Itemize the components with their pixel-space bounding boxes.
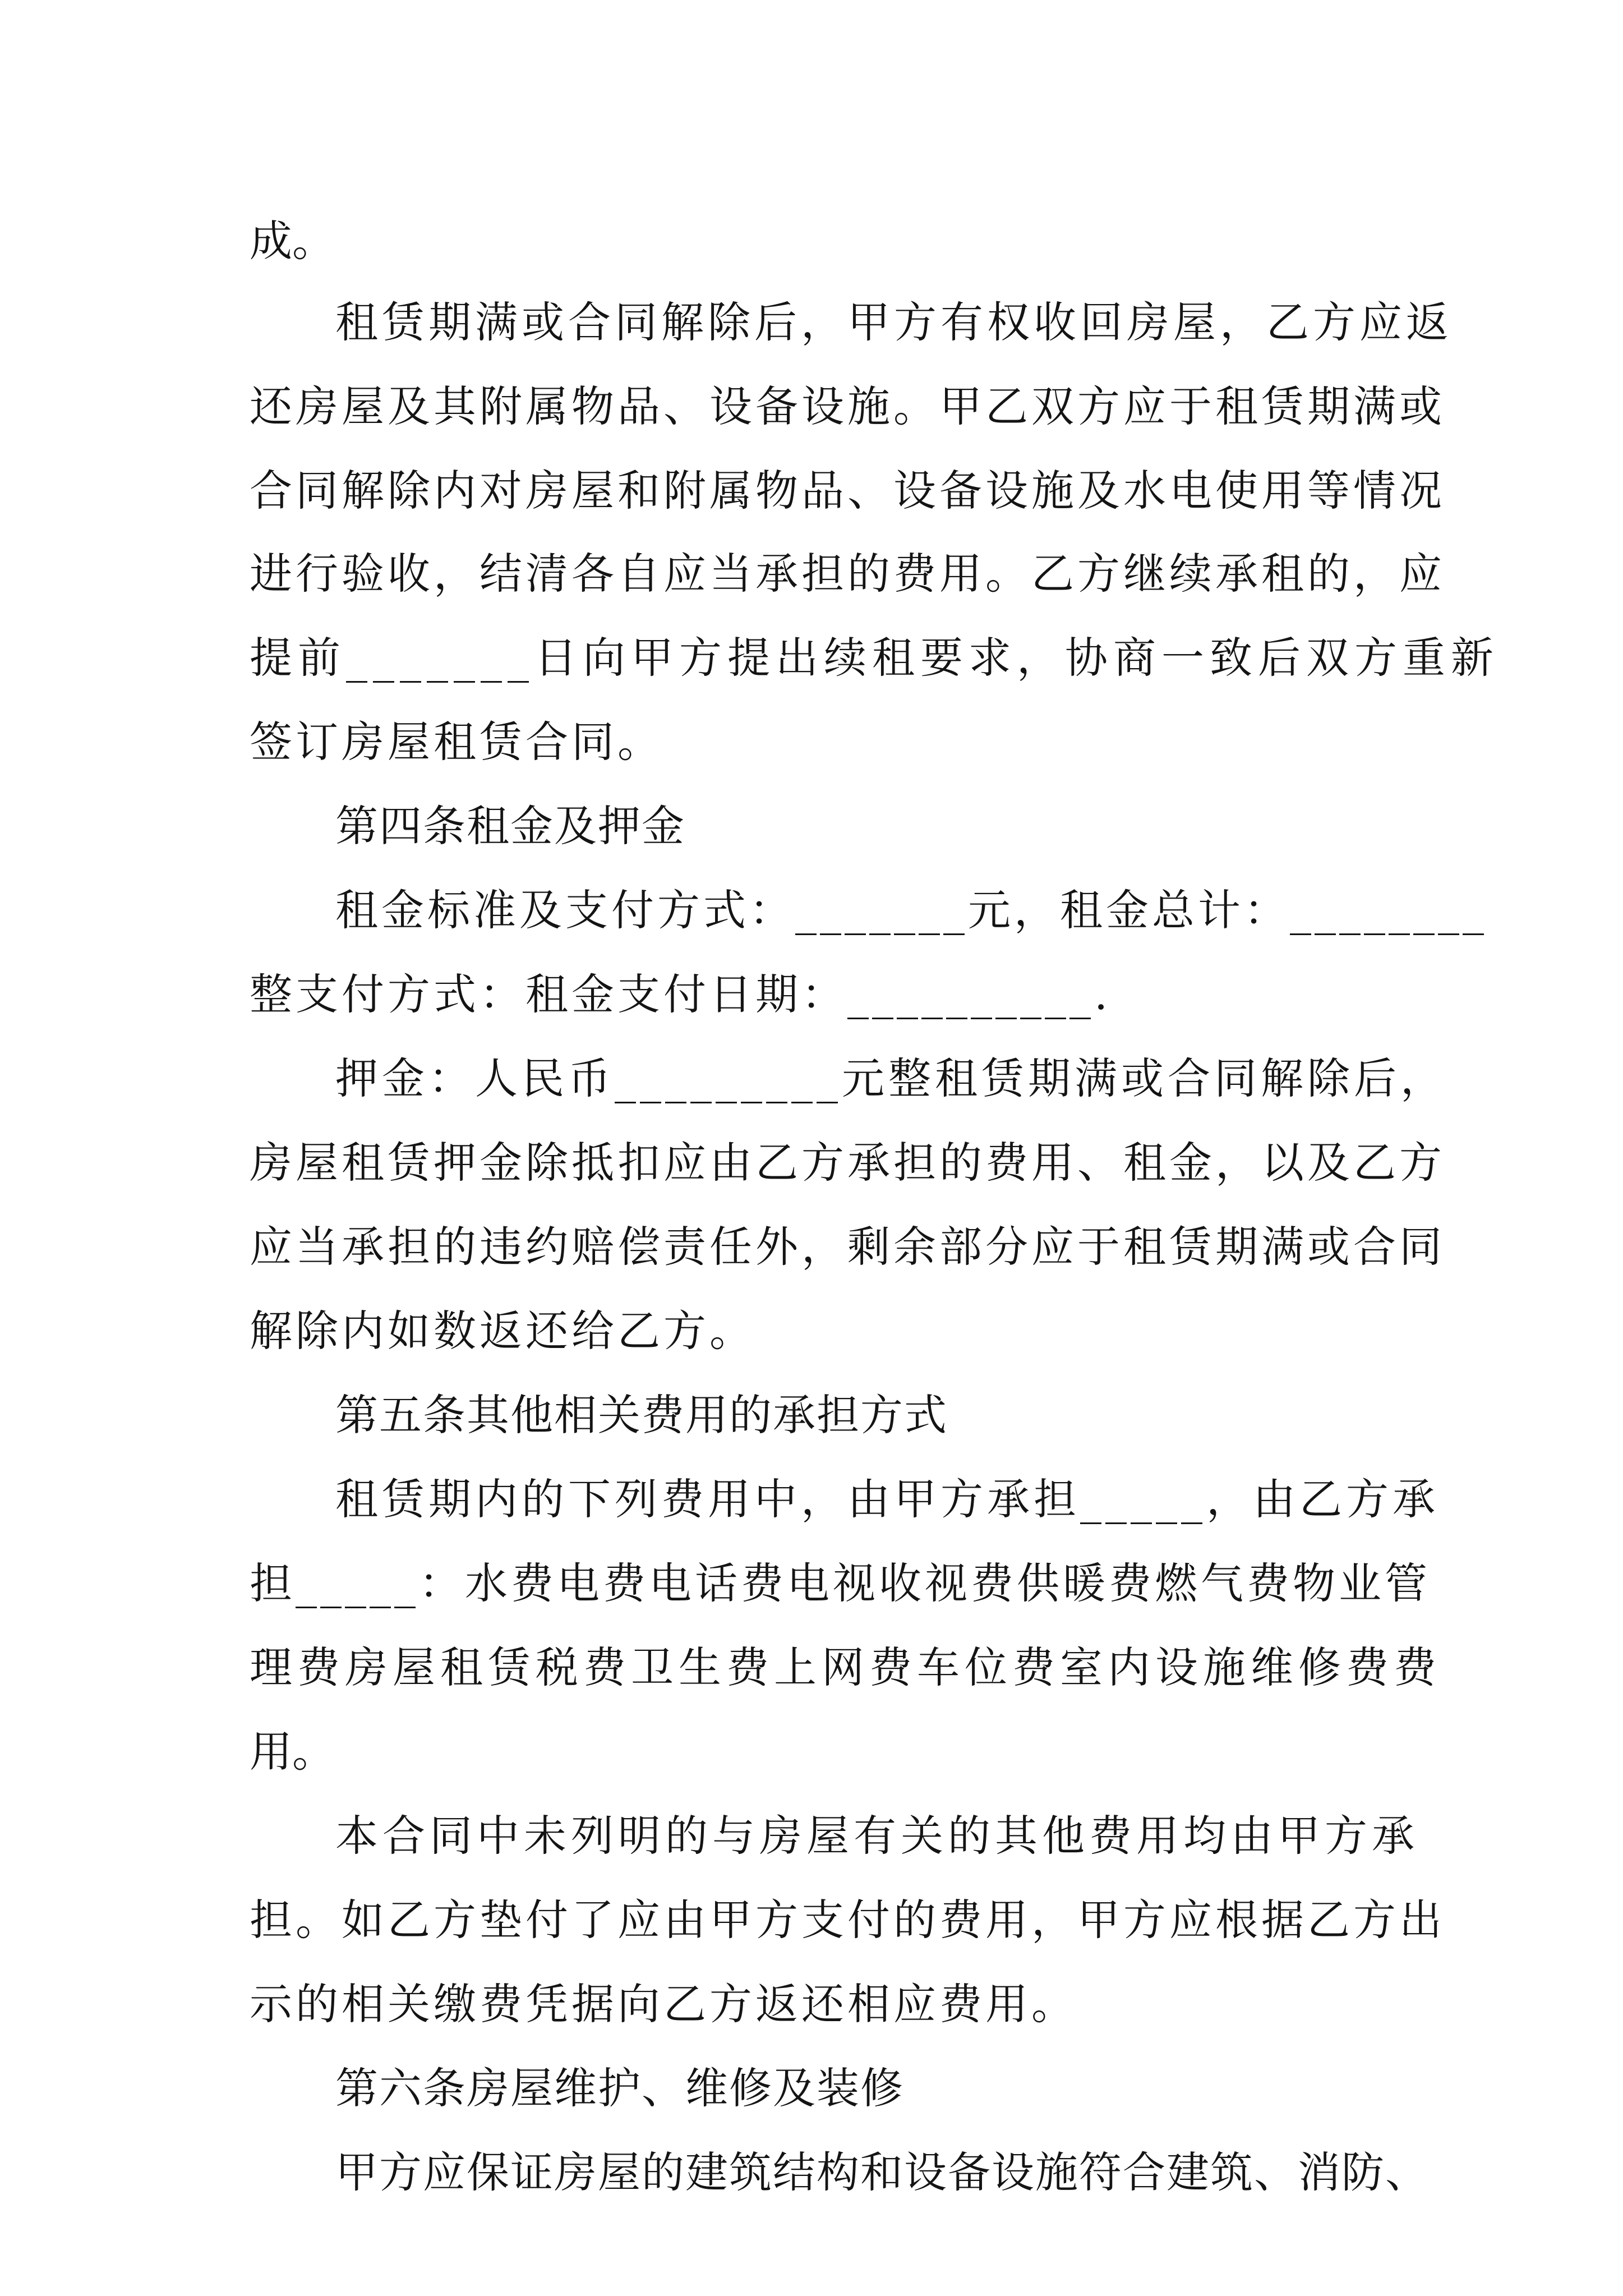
line-text: 第六条房屋维护、维修及装修 [335,2063,904,2113]
line-text: 第四条租金及押金 [335,801,685,851]
section-heading [0,2046,1623,2131]
section-heading [0,1373,1623,1457]
text-line [0,700,1623,784]
line-text: 解除内如数返还给乙方。 [250,1306,755,1356]
line-text: 租赁期内的下列费用中，由甲方承担_____，由乙方承 [335,1474,1439,1524]
line-text: 示的相关缴费凭据向乙方返还相应费用。 [250,1979,1077,2029]
line-text: 合同解除内对房屋和附属物品、设备设施及水电使用等情况 [250,466,1445,516]
line-text: 租赁期满或合同解除后，甲方有权收回房屋，乙方应返 [335,297,1453,347]
text-line [0,1121,1623,1205]
text-line [0,1626,1623,1710]
line-text: 本合同中未列明的与房屋有关的其他费用均由甲方承 [335,1811,1419,1861]
line-text: 成。 [250,216,335,266]
line-text: 租金标准及支付方式：_______元，租金总计：________ [335,885,1487,935]
line-text: 甲方应保证房屋的建筑结构和设备设施符合建筑、消防、 [335,2147,1429,2197]
line-text: 提前_______日向甲方提出续租要求，协商一致后双方重新 [250,633,1499,683]
text-line [0,868,1623,953]
text-line [0,1037,1623,1121]
line-text: 进行验收，结清各自应当承担的费用。乙方继续承租的，应 [250,549,1445,599]
line-text: 用。 [250,1727,335,1777]
text-line [0,280,1623,365]
text-line [0,953,1623,1037]
line-text: 理费房屋租赁税费卫生费上网费车位费室内设施维修费费 [250,1642,1441,1692]
line-text: 整支付方式：租金支付日期：__________. [250,969,1112,1019]
line-text: 签订房屋租赁合同。 [250,717,663,767]
line-text: 房屋租赁押金除抵扣应由乙方承担的费用、租金，以及乙方 [250,1138,1445,1188]
line-text: 应当承担的违约赔偿责任外，剩余部分应于租赁期满或合同 [250,1222,1445,1272]
text-line [0,1794,1623,1878]
text-line [0,532,1623,616]
text-line [0,1205,1623,1289]
line-text: 担_____：水费电费电话费电视收视费供暖费燃气费物业管 [250,1558,1431,1608]
text-line [0,1962,1623,2046]
text-line [0,2131,1623,2215]
line-text: 担。如乙方垫付了应由甲方支付的费用，甲方应根据乙方出 [250,1895,1445,1945]
text-line [0,449,1623,533]
line-text: 第五条其他相关费用的承担方式 [335,1390,948,1440]
line-text: 还房屋及其附属物品、设备设施。甲乙双方应于租赁期满或 [250,381,1445,431]
text-line [0,199,1623,283]
text-line [0,1542,1623,1626]
text-line [0,365,1623,449]
text-line [0,1457,1623,1542]
text-line [0,1289,1623,1373]
section-heading [0,784,1623,868]
text-line [0,1878,1623,1962]
text-line [0,1710,1623,1794]
text-line [0,616,1623,700]
line-text: 押金：人民币_________元整租赁期满或合同解除后， [335,1053,1447,1103]
